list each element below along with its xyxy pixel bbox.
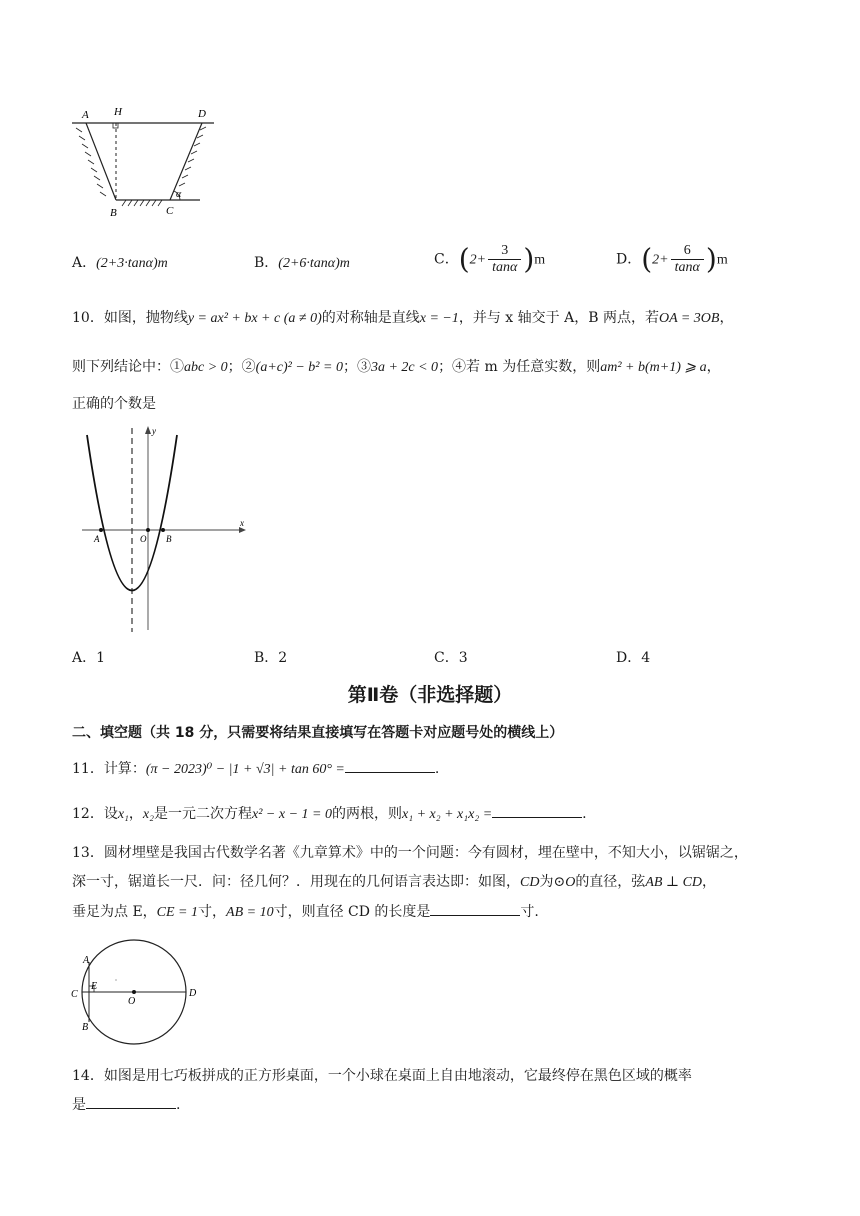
trapezoid-figure (68, 100, 218, 225)
q11: 11．计算：(π − 2023)⁰ − |1 + √3| + tan 60° = . (72, 758, 439, 780)
q13-line-1: 13．圆材埋壁是我国古代数学名著《九章算术》中的一个问题：今有圆材，埋在壁中，不知大小，以锯锯之， (72, 845, 748, 861)
label-y: y (152, 426, 156, 436)
q13-line-3: 垂足为点 E，CE = 1寸，AB = 10寸，则直径 CD 的长度是 寸. (72, 901, 539, 923)
q13-line-2: 深一寸，锯道长一尺．问：径几何？．用现在的几何语言表达即：如图，CD为⊙O的直径，弦AB ⊥ CD， (72, 874, 717, 890)
q11-answer-blank[interactable] (345, 758, 435, 773)
q9-option-c[interactable]: C．(2+ $\frac{3}{\tan\alpha}$ )m (434, 242, 546, 276)
label-E: E (91, 981, 98, 992)
label-H: H (114, 106, 122, 118)
q12-answer-blank[interactable] (492, 803, 582, 818)
q10-option-c[interactable]: C．3 (434, 650, 468, 666)
q14-line-1: 14．如图是用七巧板拼成的正方形桌面，一个小球在桌面上自由地滚动，它最终停在黑色区域的概率 (72, 1068, 692, 1084)
q12: 12．设x₁，x₂是一元二次方程x² − x − 1 = 0的两根，则x₁ + x₂ + x₁x₂ = . (72, 803, 587, 825)
label-D: D (198, 108, 206, 120)
q10-option-d[interactable]: D．4 (616, 650, 651, 666)
q14-answer-blank[interactable] (86, 1094, 176, 1109)
q9-option-a[interactable]: A．(2+3·tanα)m (72, 255, 168, 271)
fill-in-section-heading: 二、填空题（共 18 分，只需要将结果直接填写在答题卡对应题号处的横线上） (72, 725, 564, 741)
q9-option-d[interactable]: D．(2+ $\frac{6}{\tan\alpha}$ )m (616, 242, 728, 276)
q10-option-b[interactable]: B．2 (254, 650, 288, 666)
label-A: A (82, 109, 89, 121)
q10-line-2: 则下列结论中：①abc > 0；②(a+c)² − b² = 0；③3a + 2c < 0；④若 m 为任意实数，则am² + b(m+1) ⩾ a， (72, 359, 721, 375)
label-O: O (140, 534, 147, 544)
q10-option-a[interactable]: A．1 (72, 650, 106, 666)
circle-figure (66, 930, 206, 1050)
label-C: C (166, 205, 174, 217)
parabola-figure (74, 420, 254, 635)
q14-line-2: 是 . (72, 1094, 180, 1115)
label-C: C (71, 989, 78, 1000)
label-O: O (128, 996, 136, 1007)
part-two-title: 第Ⅱ卷（非选择题） (347, 684, 513, 706)
q9-option-b[interactable]: B．(2+6·tanα)m (254, 255, 350, 271)
q13-answer-blank[interactable] (430, 901, 520, 916)
q10-line-3: 正确的个数是 (72, 396, 156, 412)
label-B: B (110, 207, 117, 219)
label-A: A (94, 534, 100, 544)
label-alpha: α (176, 189, 182, 200)
label-D: D (189, 988, 197, 999)
q10-line-1: 10．如图，抛物线y = ax² + bx + c (a ≠ 0)的对称轴是直线x = −1，并与 x 轴交于 A，B 两点，若OA = 3OB， (72, 310, 734, 326)
label-B: B (82, 1022, 89, 1033)
label-A: A (83, 955, 90, 966)
label-x: x (240, 518, 244, 528)
label-B: B (166, 534, 172, 544)
